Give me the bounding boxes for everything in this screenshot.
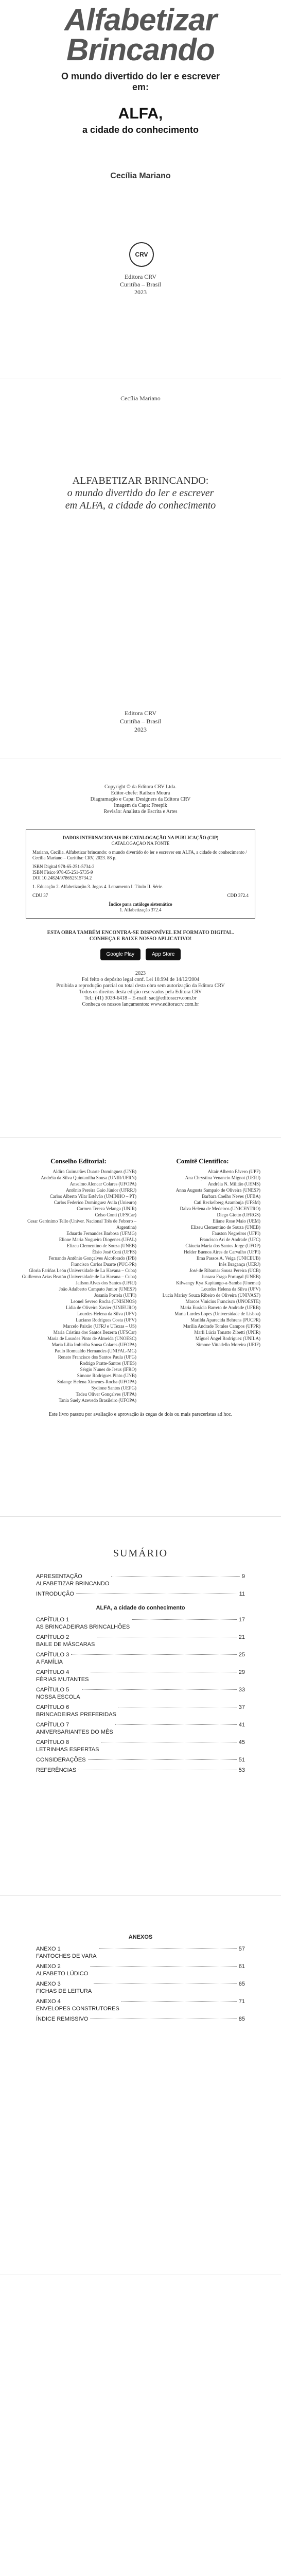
editorial-council-list: [21, 1168, 136, 1403]
toc-entry-label: ÍNDICE REMISSIVO: [36, 2016, 89, 2022]
editorial-member: Celso Conti (UFSCar): [95, 1212, 136, 1217]
scientific-member: Andréia N. Militão (UEMS): [208, 1181, 260, 1187]
legal-footer: [0, 971, 281, 1008]
toc-front-matter: [36, 1573, 245, 1598]
editorial-member: João Adalberto Campato Junior (UNESP): [59, 1286, 136, 1292]
editorial-member: Anselmo Alencar Colares (UFOPA): [69, 1181, 136, 1187]
toc-entry-page: 25: [238, 1652, 245, 1658]
scientific-member: Cati Reckelberg Azambuja (UFSM): [194, 1200, 260, 1205]
scientific-member: Jussara Fraga Portugal (UNEB): [201, 1274, 260, 1279]
cip-box: [26, 829, 255, 919]
copyright-line: Copyright © da Editora CRV Ltda.: [104, 784, 177, 790]
keywords: 1. Educação 2. Alfabetização 3. Jogos 4. Letramento I. Título II. Série.: [32, 884, 164, 889]
cover-subtitle: [0, 71, 281, 93]
scientific-member: Ana Chrystina Venancio Mignot (UERJ): [185, 1175, 260, 1180]
cover-title-line1: Alfabetizar: [64, 3, 217, 37]
toc-entry-page: 45: [238, 1739, 245, 1745]
cip-title: DADOS INTERNACIONAIS DE CATALOGAÇÃO NA PUBLICAÇÃO (CIP): [62, 835, 219, 840]
cover-publisher: Editora CRV: [124, 273, 157, 280]
doi: DOI 10.24824/978652515734.2: [32, 875, 92, 880]
scientific-member: Gláucia Maria dos Santos Jorge (UFOP): [185, 1243, 260, 1248]
scientific-member: Anna Augusta Sampaio de Oliveira (UNESP): [175, 1188, 260, 1193]
toc-entry-label: CONSIDERAÇÕES: [36, 1757, 86, 1763]
editorial-member: Maria de Lourdes Pinto de Almeida (UNOESC): [47, 1336, 136, 1341]
editorial-member: Élsio José Corá (UFFS): [92, 1249, 136, 1255]
toc-annex-title: ANEXOS: [128, 1934, 153, 1940]
toc-entry[interactable]: [36, 2015, 245, 2023]
cover-city: Curitiba – Brasil: [120, 281, 161, 288]
editorial-member: Sérgio Nunes de Jesus (IFRO): [80, 1367, 136, 1372]
title-page-publisher: Editora CRV: [124, 709, 157, 717]
title-page: [0, 379, 281, 758]
toc-entry[interactable]: [36, 1634, 245, 1648]
toc-annex-list: [36, 1945, 245, 2023]
editorial-member: Maria Lília Imbiriba Sousa Colares (UFOPA): [51, 1342, 136, 1347]
toc-entry-label: CAPÍTULO 2 BAILE DE MÁSCARAS: [36, 1634, 95, 1648]
google-play-button[interactable]: Google Play: [100, 948, 140, 960]
editorial-member: Paulo Romualdo Hernandes (UNIFAL-MG): [54, 1348, 136, 1353]
toc-leader: [99, 1948, 237, 1949]
summary-annex-page: [0, 1896, 281, 2275]
toc-entry-page: 61: [238, 1963, 245, 1970]
toc-entry[interactable]: [36, 1767, 245, 1774]
scientific-member: Altair Alberto Fávero (UPF): [207, 1169, 260, 1174]
legal-website: Conheça os nossos lançamentos: www.editoracrv.com.br: [82, 1002, 199, 1007]
toc-leader: [82, 1689, 237, 1690]
scientific-member: Lucia Marisy Souza Ribeiro de Oliveira (UNIVASF): [162, 1293, 260, 1298]
title-page-main: ALFABETIZAR BRINCANDO:: [72, 475, 209, 486]
title-page-subtitle-2: em ALFA, a cidade do conhecimento: [65, 500, 216, 511]
toc-entry-page: 9: [241, 1573, 245, 1580]
scientific-member: Francisco Ari de Andrade (UFC): [200, 1237, 260, 1242]
blank-page: [0, 2275, 281, 2576]
toc-entry-page: 21: [238, 1634, 245, 1640]
editorial-member: Elione Maria Nogueira Diogenes (UFAL): [59, 1237, 136, 1242]
cover-subtitle-line2: em:: [132, 82, 149, 92]
editorial-member: Carmen Tereza Velanga (UNIR): [77, 1206, 136, 1211]
cover-alfa-sub: a cidade do conhecimento: [82, 125, 199, 135]
editorial-member: Lídia de Oliveira Xavier (UNIEURO): [66, 1305, 136, 1310]
editorial-member: Carlos Federico Dominguez Avila (Unieuro): [54, 1200, 136, 1205]
editorial-member: Eduardo Fernandes Barbosa (UFMG): [66, 1231, 136, 1236]
editorial-member: Andréia da Silva Quintanilha Sousa (UNIR/UFRN): [41, 1175, 136, 1180]
toc-leader: [115, 1724, 237, 1725]
title-page-author: Cecília Mariano: [120, 395, 161, 402]
cover-page: [0, 0, 281, 379]
toc-entry[interactable]: [36, 1945, 245, 1960]
summary-page: [0, 1517, 281, 1896]
scientific-member: Marilda Aparecida Behrens (PUCPR): [190, 1317, 260, 1323]
editorial-member: Luciano Rodrigues Costa (UFV): [76, 1317, 136, 1323]
scientific-member: Maria Eurácia Barreto de Andrade (UFRB): [180, 1305, 260, 1310]
scientific-member: Ilma Passos A. Veiga (UNICEUB): [196, 1256, 260, 1261]
title-page-title: [0, 474, 281, 512]
editorial-member: Cesar Gerónimo Tello (Univer. Nacional Três de Febrero – Argentina): [27, 1218, 136, 1230]
toc-entry-label: CAPÍTULO 8 LETRINHAS ESPERTAS: [36, 1739, 99, 1753]
index-title: Índice para catálogo sistemático: [109, 902, 172, 907]
publisher-logo-icon: CRV: [129, 242, 154, 267]
app-store-button[interactable]: App Store: [146, 948, 181, 960]
legal-contact: Tel.: (41) 3039-6418 – E-mail: sac@editoracrv.com.br: [84, 995, 197, 1001]
cover-alfa: ALFA,: [118, 105, 163, 122]
toc-entry-label: ANEXO 2 ALFABETO LÚDICO: [36, 1963, 89, 1977]
legal-prohibition: Proibida a reprodução parcial ou total desta obra sem autorização da Editora CRV: [56, 983, 225, 989]
toc-entry[interactable]: [36, 1980, 245, 1995]
title-page-year: 2023: [134, 726, 147, 733]
scientific-member: Elizeu Clementino de Souza (UNEB): [191, 1225, 260, 1230]
classification-row: [32, 893, 249, 899]
editorial-member: Renato Francisco dos Santos Paula (UFG): [58, 1354, 136, 1360]
toc-entry-label: ANEXO 1 FANTOCHES DE VARA: [36, 1946, 97, 1959]
cover-image-line: Imagem da Capa: Freepik: [114, 803, 167, 808]
table-of-contents: [0, 1573, 281, 1774]
legal-rights: Todos os direitos desta edição reservados pela Editora CRV: [79, 989, 202, 995]
editorial-member: Jailson Alves dos Santos (UFRJ): [75, 1280, 136, 1285]
cover-title-line2: Brincando: [66, 32, 215, 67]
isbn-print: ISBN Físico 978-65-251-5735-9: [32, 870, 93, 875]
toc-entry-page: 57: [238, 1946, 245, 1952]
toc-leader: [132, 1619, 237, 1620]
toc-entry[interactable]: [36, 1739, 245, 1753]
toc-entry-label: ANEXO 4 ENVELOPES CONSTRUTORES: [36, 1998, 119, 2012]
editorial-member: Guillermo Arias Beatón (Universidade de La Havana – Cuba): [22, 1274, 136, 1279]
editorial-member: Gloria Fariñas León (Universidade de La Havana – Cuba): [29, 1268, 136, 1273]
toc-entry-label: CAPÍTULO 6 BRINCADEIRAS PREFERIDAS: [36, 1704, 116, 1718]
toc-entry[interactable]: [36, 1590, 245, 1598]
copyright-credits: [0, 758, 281, 815]
cip-body: Mariano, Cecília. Alfabetizar brincando: o mundo divertido do ler e escrever em ALFA, a cidade do conhecimento / Cecília Mariano – Curitiba: CRV, 2023. 88 p.: [32, 850, 247, 860]
scientific-member: Dalva Helena de Medeiros (UNICENTRO): [180, 1206, 260, 1211]
scientific-committee-list: [145, 1168, 260, 1348]
index-body: 1. Alfabetização 372.4: [119, 907, 162, 912]
scientific-member: Lourdes Helena da Silva (UFV): [201, 1286, 260, 1292]
editorial-member: Josania Portela (UFPI): [94, 1293, 136, 1298]
toc-entry-page: 85: [238, 2016, 245, 2022]
editorial-member: Leonel Severo Rocha (UNISINOS): [71, 1299, 136, 1304]
editorial-council-title: Conselho Editorial:: [50, 1157, 107, 1165]
editorial-member: Solange Helena Ximenes-Rocha (UFOPA): [57, 1379, 136, 1384]
title-page-publisher-block: [0, 709, 281, 734]
toc-entry-page: 33: [238, 1687, 245, 1693]
scientific-member: Marília Andrade Torales Campos (UFPR): [183, 1324, 260, 1329]
editorial-member: Sydione Santos (UEPG): [91, 1385, 136, 1391]
scientific-member: Marcos Vinicius Francisco (UNOESTE): [185, 1299, 260, 1304]
editorial-member: Lourdes Helena da Silva (UFV): [77, 1311, 136, 1316]
toc-annex: [0, 1896, 281, 2023]
toc-entry[interactable]: [36, 1651, 245, 1666]
toc-entry[interactable]: [36, 1963, 245, 1977]
toc-entry-label: REFERÊNCIAS: [36, 1767, 77, 1773]
editorial-member: Carlos Alberto Vilar Estêvão (UMINHO – PT): [49, 1194, 136, 1199]
scientific-member: Simone Vittadello Moreira (UFJF): [196, 1342, 260, 1347]
toc-entry-label: CAPÍTULO 7 ANIVERSARIANTES DO MÊS: [36, 1722, 113, 1735]
title-page-subtitle-1: o mundo divertido do ler e escrever: [67, 487, 214, 499]
toc-entry-label: INTRODUÇÃO: [36, 1591, 74, 1597]
toc-entry-label: CAPÍTULO 4 FÉRIAS MUTANTES: [36, 1669, 89, 1683]
cover-year: 2023: [134, 289, 147, 296]
digital-notice: ESTA OBRA TAMBÉM ENCONTRA-SE DISPONÍVEL EM FORMATO DIGITAL. CONHEÇA E BAIXE NOSSO APLICATIVO!: [47, 930, 234, 942]
toc-entry-label: CAPÍTULO 1 AS BRINCADEIRAS BRINCALHÕES: [36, 1617, 130, 1630]
toc-entry[interactable]: [36, 1573, 245, 1587]
scientific-member: Eliane Rose Maio (UEM): [213, 1218, 260, 1224]
scientific-member: Helder Buenos Aires de Carvalho (UFPI): [184, 1249, 260, 1255]
toc-leader: [88, 1759, 237, 1760]
editorial-member: Rodrigo Pratte-Santos (UFES): [80, 1361, 136, 1366]
toc-entry-page: 37: [238, 1704, 245, 1710]
cover-subtitle-line1: O mundo divertido do ler e escrever: [61, 71, 220, 81]
toc-entry[interactable]: [36, 1669, 245, 1683]
scientific-member: Barbara Coelho Neves (UFBA): [202, 1194, 260, 1199]
cdd: CDD 372.4: [227, 893, 249, 898]
toc-leader: [90, 1966, 236, 1967]
editorial-member: Tania Suely Azevedo Brasileiro (UFOPA): [58, 1398, 136, 1403]
cover-title: [0, 5, 281, 65]
toc-entry[interactable]: [36, 1704, 245, 1718]
toc-entry-page: 65: [238, 1981, 245, 1987]
toc-chapters: [36, 1616, 245, 1774]
toc-entry-label: APRESENTAÇÃO ALFABETIZAR BRINCANDO: [36, 1573, 110, 1587]
scientific-member: Kilwangy Kya Kapitango-a-Samba (Unemat): [176, 1280, 260, 1285]
scientific-member: Marli Lúcia Tonatto Zibetti (UNIR): [194, 1330, 260, 1335]
toc-entry-page: 51: [238, 1757, 245, 1763]
toc-entry-label: CAPÍTULO 3 A FAMÍLIA: [36, 1652, 69, 1665]
isbn-digital: ISBN Digital 978-65-251-5734-2: [32, 864, 95, 869]
legal-deposit: Foi feito o depósito legal conf. Lei 10.994 de 14/12/2004: [81, 977, 200, 982]
summary-heading: SUMÁRIO: [113, 1548, 168, 1559]
toc-entry-page: 53: [238, 1767, 245, 1773]
toc-part-title: ALFA, a cidade do conhecimento: [96, 1605, 185, 1611]
copyright-page: [0, 758, 281, 1138]
editorial-member: Simone Rodrigues Pinto (UNB): [77, 1373, 136, 1378]
toc-entry-page: 41: [238, 1722, 245, 1728]
cover-publisher-block: [0, 273, 281, 296]
scientific-member: José de Ribamar Sousa Pereira (UCB): [189, 1268, 260, 1273]
toc-entry-page: 29: [238, 1669, 245, 1675]
scientific-member: Míguel Ángel Rodríguez (UNILA): [195, 1336, 260, 1341]
toc-leader: [71, 1654, 237, 1655]
toc-entry[interactable]: [36, 1756, 245, 1764]
toc-leader: [111, 1576, 239, 1577]
toc-entry[interactable]: [36, 1721, 245, 1736]
toc-leader: [121, 2001, 237, 2002]
editor-line: Editor-chefe: Railson Moura: [111, 790, 170, 796]
toc-entry-page: 17: [238, 1617, 245, 1623]
toc-entry-label: ANEXO 3 FICHAS DE LEITURA: [36, 1981, 92, 1994]
scientific-committee-title: Comitê Científico:: [176, 1157, 229, 1165]
editorial-member: Marcelo Paixão (UFRJ e UTexas – US): [63, 1324, 136, 1329]
design-line: Diagramação e Capa: Designers da Editora CRV: [90, 796, 191, 802]
editorial-member: Tadeu Oliver Gonçalves (UFPA): [76, 1392, 136, 1397]
scientific-member: Inês Bragança (UERJ): [219, 1262, 260, 1267]
toc-entry-page: 11: [239, 1591, 245, 1597]
editorial-member: Fernando Antônio Gonçalves Alcoforado (IPB): [48, 1256, 136, 1261]
toc-entry[interactable]: [36, 1616, 245, 1631]
toc-entry-page: 71: [238, 1998, 245, 2005]
scientific-member: Fauston Negreiros (UFPI): [212, 1231, 260, 1236]
councils-page: [0, 1138, 281, 1517]
toc-entry[interactable]: [36, 1998, 245, 2012]
store-buttons: [0, 948, 281, 960]
editorial-member: Maria Cristina dos Santos Bezerra (UFSCar): [53, 1330, 136, 1335]
scientific-committee: [145, 1158, 260, 1403]
editorial-council: [21, 1158, 136, 1403]
legal-year: 2023: [135, 971, 146, 976]
peer-review-note: Este livro passou por avaliação e aprovação às cegas de dois ou mais pareceristas ad hoc.: [48, 1412, 233, 1417]
toc-entry-label: CAPÍTULO 5 NOSSA ESCOLA: [36, 1687, 80, 1700]
editorial-member: Francisco Carlos Duarte (PUC-PR): [71, 1262, 136, 1267]
cover-author: Cecília Mariano: [110, 172, 171, 180]
editorial-member: Aldira Guimarães Duarte Domínguez (UNB): [52, 1169, 136, 1174]
scientific-member: Maria Lurdes Lopes (Universidade de Lisboa): [174, 1311, 260, 1316]
cip-subtitle: CATALOGAÇÃO NA FONTE: [111, 841, 170, 846]
review-line: Revisão: Analista de Escrita e Artes: [103, 809, 178, 815]
scientific-member: Diego Giotto (UFRGS): [217, 1212, 260, 1217]
editorial-member: Elizeu Clementino de Souza (UNEB): [67, 1243, 136, 1248]
cdu: CDU 37: [32, 893, 48, 898]
editorial-member: Antônio Pereira Gaio Júnior (UFRRJ): [66, 1188, 136, 1193]
toc-entry[interactable]: [36, 1686, 245, 1701]
councils-columns: [0, 1138, 281, 1403]
title-page-city: Curitiba – Brasil: [120, 718, 161, 725]
